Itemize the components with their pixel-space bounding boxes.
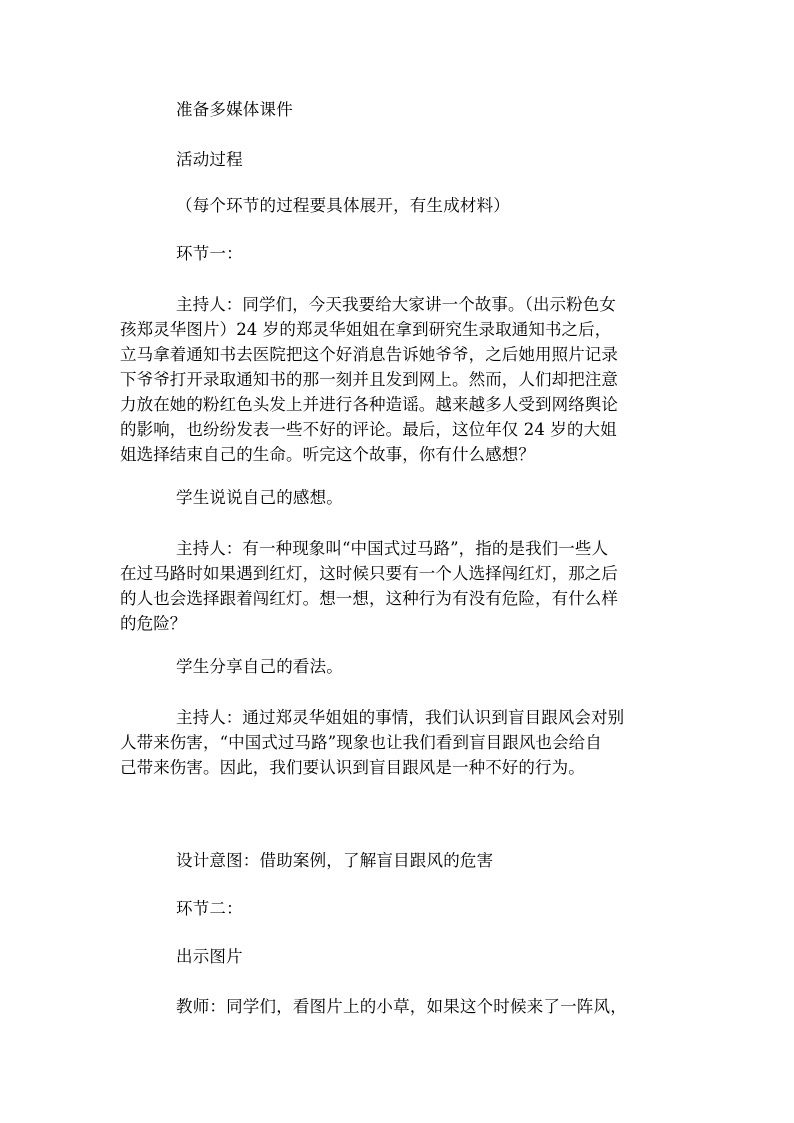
student-views: 学生分享自己的看法。	[176, 657, 343, 676]
host-story-line: 主持人：同学们，今天我要给大家讲一个故事。（出示粉色女	[176, 295, 616, 314]
materials-heading: 准备多媒体课件	[176, 100, 293, 119]
host-story-line: 姐选择结束自己的生命。听完这个故事，你有什么感想？	[120, 445, 535, 464]
host-story-line: 孩郑灵华图片）24 岁的郑灵华姐姐在拿到研究生录取通知书之后，	[120, 320, 612, 339]
process-note: （每个环节的过程要具体展开，有生成材料）	[176, 196, 510, 215]
host-story-line: 力放在她的粉红色头发上并进行各种造谣。越来越多人受到网络舆论	[120, 395, 618, 414]
host-story-line: 下爷爷打开录取通知书的那一刻并且发到网上。然而，人们却把注意	[120, 370, 618, 389]
show-picture-instruction: 出示图片	[176, 947, 243, 966]
host-summary-line: 人带来伤害，“中国式过马路”现象也让我们看到盲目跟风也会给自	[120, 733, 602, 752]
teacher-line: 教师：同学们，看图片上的小草，如果这个时候来了一阵风，	[176, 997, 627, 1016]
host-crossing-line: 在过马路时如果遇到红灯，这时候只要有一个人选择闯红灯，那之后	[120, 564, 618, 583]
host-story-paragraph	[120, 292, 681, 467]
host-crossing-paragraph	[120, 536, 681, 636]
host-crossing-line: 主持人：有一种现象叫“中国式过马路”，指的是我们一些人	[176, 539, 609, 558]
host-summary-line: 己带来伤害。因此，我们要认识到盲目跟风是一种不好的行为。	[120, 758, 585, 777]
design-intent: 设计意图：借助案例，了解盲目跟风的危害	[176, 851, 494, 870]
host-crossing-line: 的人也会选择跟着闯红灯。想一想，这种行为有没有危险，有什么样	[120, 589, 618, 608]
host-summary-line: 主持人：通过郑灵华姐姐的事情，我们认识到盲目跟风会对别	[176, 708, 625, 727]
host-crossing-line: 的危险？	[120, 614, 187, 633]
section-two-title: 环节二：	[176, 899, 243, 918]
process-heading: 活动过程	[176, 150, 243, 169]
student-feelings: 学生说说自己的感想。	[176, 488, 343, 507]
host-summary-paragraph	[120, 705, 681, 780]
host-story-line: 的影响，也纷纷发表一些不好的评论。最后，这位年仅 24 岁的大姐	[120, 420, 617, 439]
section-one-title: 环节一：	[176, 244, 243, 263]
host-story-line: 立马拿着通知书去医院把这个好消息告诉她爷爷，之后她用照片记录	[120, 345, 618, 364]
